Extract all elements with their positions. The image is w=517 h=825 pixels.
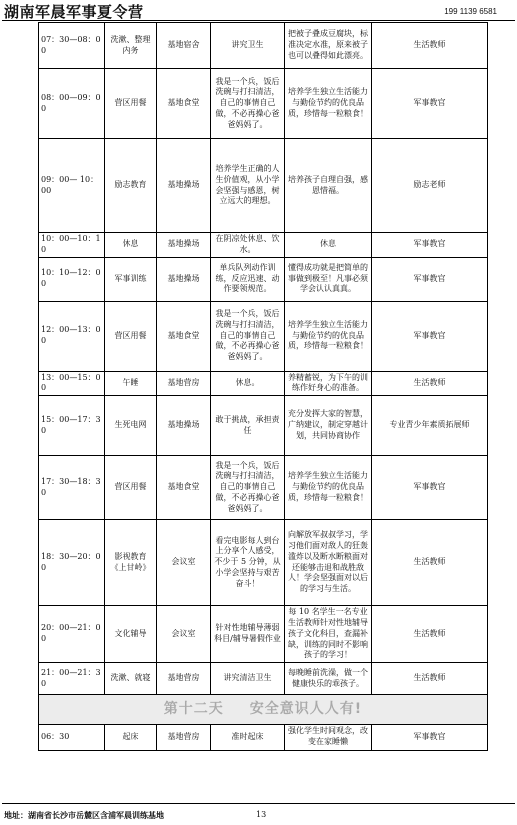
activity-cell: 影视教育《上甘岭》: [105, 520, 157, 606]
location-cell: 基地营房: [157, 371, 211, 396]
activity-cell: 休息: [105, 233, 157, 258]
location-cell: 基地宿舍: [157, 23, 211, 69]
time-cell: 10：10—12：00: [39, 257, 105, 301]
activity-cell: 起床: [105, 725, 157, 751]
footer-address: 地址：湖南省长沙市岳麓区含浦军晨训练基地: [4, 811, 164, 820]
page-number: 13: [256, 810, 267, 819]
staff-cell: 军事教官: [372, 233, 488, 258]
staff-cell: 军事教官: [372, 69, 488, 139]
goal-cell: 每晚睡前洗澡，做一个健康快乐的乖孩子。: [285, 663, 372, 695]
time-cell: 21：00—21：30: [39, 663, 105, 695]
location-cell: 基地营房: [157, 725, 211, 751]
activity-cell: 营区用餐: [105, 301, 157, 371]
location-cell: 会议室: [157, 520, 211, 606]
staff-cell: 励志老师: [372, 139, 488, 233]
schedule-row: [39, 23, 488, 69]
staff-cell: 军事教官: [372, 301, 488, 371]
activity-cell: 励志教育: [105, 139, 157, 233]
goal-cell: 充分发挥大家的智慧，广纳建议，制定穿越计划，共同协商协作: [285, 396, 372, 456]
content-cell: 我是一个兵，饭后洗碗与打扫清洁， 自己的事情自己做，不必再操心爸爸妈妈了。: [211, 69, 285, 139]
staff-cell: 生活教师: [372, 23, 488, 69]
schedule-row: [39, 69, 488, 139]
content-cell: 我是一个兵，饭后洗碗与打扫清洁， 自己的事情自己做，不必再操心爸爸妈妈了。: [211, 301, 285, 371]
location-cell: 基地食堂: [157, 456, 211, 520]
time-cell: 20：00—21：00: [39, 606, 105, 663]
content-cell: 看完电影每人到台上分享个人感受，不少于 5 分钟，从小学会坚持与艰苦奋斗！: [211, 520, 285, 606]
time-cell: 18：30—20：00: [39, 520, 105, 606]
staff-cell: 生活教师: [372, 606, 488, 663]
day-slogan: 安全意识人人有!: [249, 701, 363, 718]
schedule-row: [39, 606, 488, 663]
camp-title: 湖南军晨军事夏令营: [4, 3, 144, 21]
day-banner: [39, 695, 488, 725]
time-cell: 12：00—13：00: [39, 301, 105, 371]
schedule-row: [39, 725, 488, 751]
activity-cell: 营区用餐: [105, 69, 157, 139]
header-rule: [2, 20, 515, 21]
goal-cell: 强化学生时间观念，改变在家睡懒: [285, 725, 372, 751]
location-cell: 基地操场: [157, 257, 211, 301]
goal-cell: 培养学生独立生活能力与勤俭节约的优良品质，珍惜每一粒粮食！: [285, 301, 372, 371]
location-cell: 会议室: [157, 606, 211, 663]
goal-cell: 懂得成功就是把简单的事做到极至！凡事必须学会认认真真。: [285, 257, 372, 301]
activity-cell: 营区用餐: [105, 456, 157, 520]
goal-cell: 休息: [285, 233, 372, 258]
content-cell: 讲究卫生: [211, 23, 285, 69]
time-cell: 09：00— 10：00: [39, 139, 105, 233]
content-cell: 单兵队列动作训练，反应迅速、动作要领规范。: [211, 257, 285, 301]
content-cell: 针对性地辅导薄弱科目/辅导暑假作业: [211, 606, 285, 663]
activity-cell: 军事训练: [105, 257, 157, 301]
activity-cell: 生死电网: [105, 396, 157, 456]
activity-cell: 洗漱、就寝: [105, 663, 157, 695]
day-label: 第十二天: [163, 701, 224, 718]
location-cell: 基地食堂: [157, 301, 211, 371]
content-cell: 休息。: [211, 371, 285, 396]
schedule-row: [39, 233, 488, 258]
staff-cell: 军事教官: [372, 257, 488, 301]
day-banner-row: [39, 695, 488, 725]
schedule-row: [39, 139, 488, 233]
time-cell: 15：00—17：30: [39, 396, 105, 456]
time-cell: 13：00—15：00: [39, 371, 105, 396]
location-cell: 基地操场: [157, 139, 211, 233]
location-cell: 基地操场: [157, 396, 211, 456]
schedule-table: [38, 22, 488, 751]
content-cell: 准时起床: [211, 725, 285, 751]
schedule-row: [39, 257, 488, 301]
goal-cell: 培养孩子自理自强，感恩惜福。: [285, 139, 372, 233]
staff-cell: 军事教官: [372, 456, 488, 520]
content-cell: 培养学生正确的人生价值观，从小学会坚强与感恩，树立远大的理想。: [211, 139, 285, 233]
schedule-row: [39, 301, 488, 371]
schedule-row: [39, 663, 488, 695]
contact-phone: 199 1139 6581: [444, 7, 497, 16]
time-cell: 17：30—18：30: [39, 456, 105, 520]
goal-cell: 养精蓄锐，为下午的训练作好身心的准备。: [285, 371, 372, 396]
goal-cell: 向解放军叔叔学习，学习他们面对敌人的狂轰滥炸以及断水断粮面对还能够击退和战胜敌人！学会坚强面对以后的学习与生活。: [285, 520, 372, 606]
staff-cell: 生活教师: [372, 663, 488, 695]
content-cell: 我是一个兵，饭后洗碗与打扫清洁， 自己的事情自己做，不必再操心爸爸妈妈了。: [211, 456, 285, 520]
location-cell: 基地营房: [157, 663, 211, 695]
content-cell: 在阴凉处休息、饮水。: [211, 233, 285, 258]
schedule-row: [39, 520, 488, 606]
content-cell: 敢于挑战，承担责任: [211, 396, 285, 456]
location-cell: 基地食堂: [157, 69, 211, 139]
goal-cell: 把被子叠成豆腐块，标准决定水准，原来被子也可以叠得如此漂亮。: [285, 23, 372, 69]
location-cell: 基地操场: [157, 233, 211, 258]
footer-rule: [2, 803, 515, 804]
content-cell: 讲究清洁卫生: [211, 663, 285, 695]
schedule-row: [39, 456, 488, 520]
staff-cell: 军事教官: [372, 725, 488, 751]
activity-cell: 洗漱、整理内务: [105, 23, 157, 69]
time-cell: 08：00—09：00: [39, 69, 105, 139]
goal-cell: 培养学生独立生活能力与勤俭节约的优良品质，珍惜每一粒粮食！: [285, 69, 372, 139]
time-cell: 07：30—08：00: [39, 23, 105, 69]
time-cell: 06：30: [39, 725, 105, 751]
page-footer: [0, 802, 517, 825]
staff-cell: 专业青少年素质拓展师: [372, 396, 488, 456]
goal-cell: 培养学生独立生活能力与勤俭节约的优良品质，珍惜每一粒粮食！: [285, 456, 372, 520]
schedule-row: [39, 371, 488, 396]
page-header: [0, 0, 517, 22]
staff-cell: 生活教师: [372, 520, 488, 606]
time-cell: 10：00—10：10: [39, 233, 105, 258]
schedule-row: [39, 396, 488, 456]
activity-cell: 文化辅导: [105, 606, 157, 663]
activity-cell: 午睡: [105, 371, 157, 396]
staff-cell: 生活教师: [372, 371, 488, 396]
goal-cell: 每 10 名学生一名专业生活教师针对性地辅导孩子文化科目，查漏补缺，训练的同时不影响孩子的学习！: [285, 606, 372, 663]
